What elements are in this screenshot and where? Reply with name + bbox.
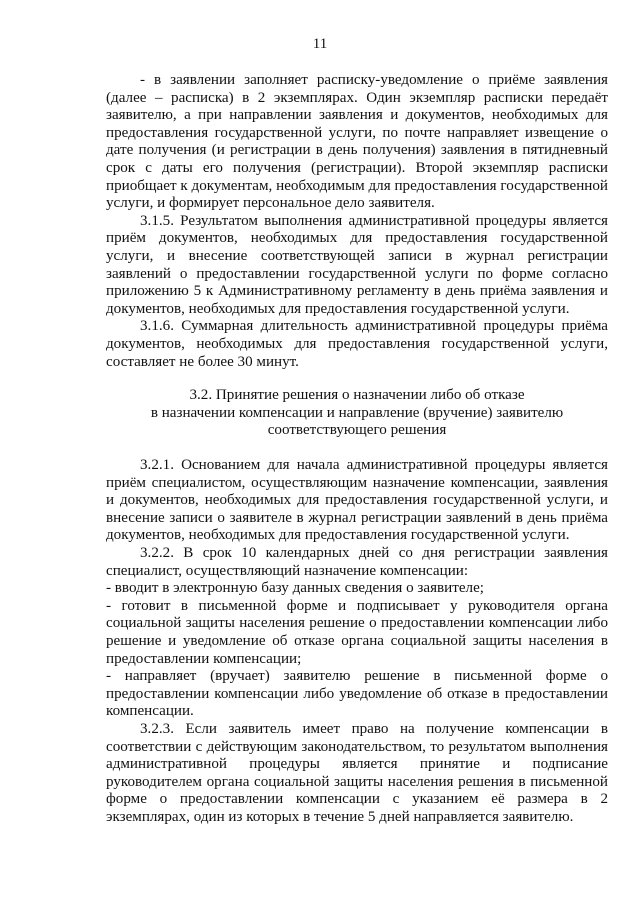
list-item: - вводит в электронную базу данных сведения о заявителе; xyxy=(106,580,484,597)
page-number: 11 xyxy=(312,36,328,52)
paragraph: 3.2.1. Основанием для начала административной процедуры является приём специалистом, осуществляющим назначение компенсации, заявления и документов, необходимых для предоставления государственной услуги, и внесение записи о заявителе в журнал регистрации заявлений в день приёма документов, необходимых для предоставления государственной услуги. xyxy=(106,457,608,544)
heading-line: соответствующего решения xyxy=(267,422,447,439)
heading-line: в назначении компенсации и направление (вручение) заявителю xyxy=(150,404,564,421)
bottom-text-block xyxy=(106,457,608,826)
list-item: - готовит в письменной форме и подписывает у руководителя органа социальной защиты населения решение о предоставлении компенсации либо решение и уведомление об отказе органа социальной защиты населения в предоставлении компенсации; xyxy=(106,597,608,667)
paragraph: 3.2.3. Если заявитель имеет право на получение компенсации в соответствии с действующим законодательством, то результатом выполнения административной процедуры является принятие и подписание руководителем органа социальной защиты населения решения в письменной форме о предоставлении компенсации с указанием её размера в 2 экземплярах, один из которых в течение 5 дней направляется заявителю. xyxy=(106,720,608,825)
heading-line: 3.2. Принятие решения о назначении либо об отказе xyxy=(189,387,525,403)
paragraph: 3.1.5. Результатом выполнения административной процедуры является приём документов, необходимых для предоставления государственной услуги, и внесение соответствующей записи в журнал регистрации заявлений о предоставлении государственной услуги по форме согласно приложению 5 к Административному регламенту в день приёма заявления и документов, необходимых для предоставления государственной услуги. xyxy=(106,212,608,317)
top-text-block xyxy=(106,72,608,371)
paragraph: 3.2.2. В срок 10 календарных дней со дня регистрации заявления специалист, осуществляющий назначение компенсации: xyxy=(106,544,608,579)
section-heading xyxy=(106,387,608,440)
paragraph: - в заявлении заполняет расписку-уведомление о приёме заявления (далее – расписка) в 2 экземплярах. Один экземпляр расписки передаёт заявителю, а при направлении заявления и документов, необходимых для предоставления государственной услуги, по почте направляет извещение о дате получения (и регистрации в день получения) заявления в пятидневный срок с даты его получения (регистрации). Второй экземпляр расписки приобщает к документам, необходимым для предоставления государственной услуги, и формирует персональное дело заявителя. xyxy=(106,72,608,212)
paragraph: 3.1.6. Суммарная длительность административной процедуры приёма документов, необходимых для предоставления государственной услуги, составляет не более 30 минут. xyxy=(106,318,608,370)
list-item: - направляет (вручает) заявителю решение в письменной форме о предоставлении компенсации либо уведомление об отказе в предоставлении компенсации. xyxy=(106,668,608,720)
